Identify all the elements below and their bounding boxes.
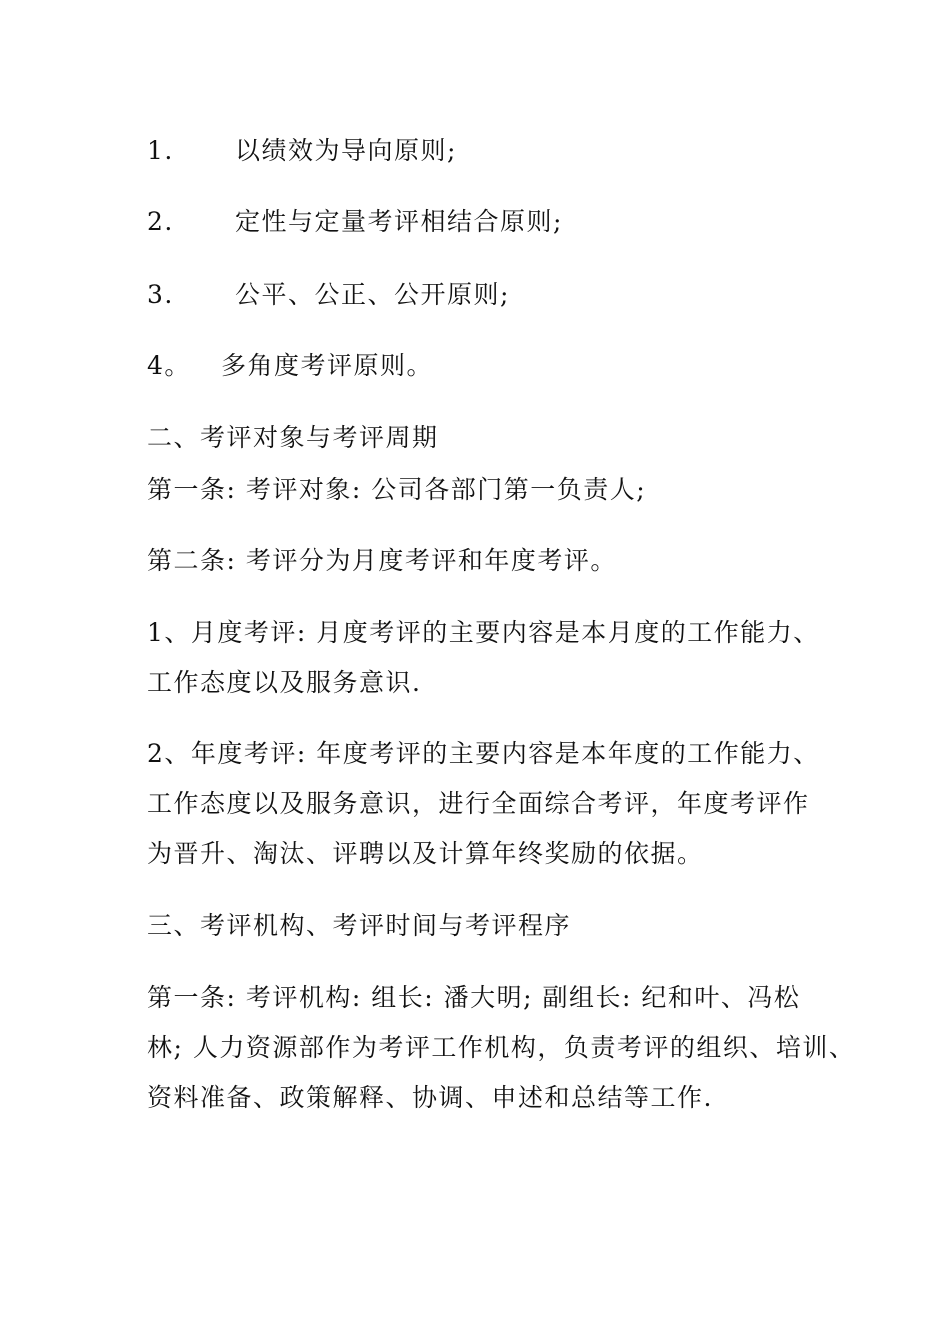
paragraph-line: 1、月度考评: 月度考评的主要内容是本月度的工作能力、 (147, 618, 820, 647)
principle-text: 以绩效为导向原则; (235, 136, 457, 165)
principle-text: 定性与定量考评相结合原则; (235, 207, 563, 236)
section-heading: 二、考评对象与考评周期 (147, 423, 439, 452)
paragraph-line: 工作态度以及服务意识，进行全面综合考评，年度考评作 (147, 789, 810, 818)
principle-text: 公平、公正、公开原则; (235, 280, 510, 309)
article-paragraph: 第二条: 考评分为月度考评和年度考评。 (147, 546, 617, 575)
paragraph-line: 2、年度考评: 年度考评的主要内容是本年度的工作能力、 (147, 739, 820, 768)
paragraph-line: 资料准备、政策解释、协调、申述和总结等工作. (147, 1083, 713, 1112)
principle-number: 4。 (147, 351, 191, 380)
principle-item-1 (147, 136, 457, 166)
principle-number: 3. (147, 280, 174, 309)
principle-number: 2. (147, 207, 174, 236)
paragraph-line: 第一条: 考评机构: 组长: 潘大明; 副组长: 纪和叶、冯松 (147, 983, 801, 1012)
principle-text: 多角度考评原则。 (221, 351, 434, 380)
principle-item-4 (147, 351, 433, 381)
article-paragraph: 第一条: 考评对象: 公司各部门第一负责人; (147, 475, 647, 504)
paragraph-line: 林; 人力资源部作为考评工作机构，负责考评的组织、培训、 (147, 1033, 856, 1062)
principle-item-3 (147, 280, 510, 310)
principle-item-2 (147, 207, 563, 237)
paragraph-line: 为晋升、淘汰、评聘以及计算年终奖励的依据。 (147, 839, 704, 868)
section-heading: 三、考评机构、考评时间与考评程序 (147, 911, 572, 940)
principle-number: 1. (147, 136, 174, 165)
paragraph-line: 工作态度以及服务意识. (147, 668, 422, 697)
